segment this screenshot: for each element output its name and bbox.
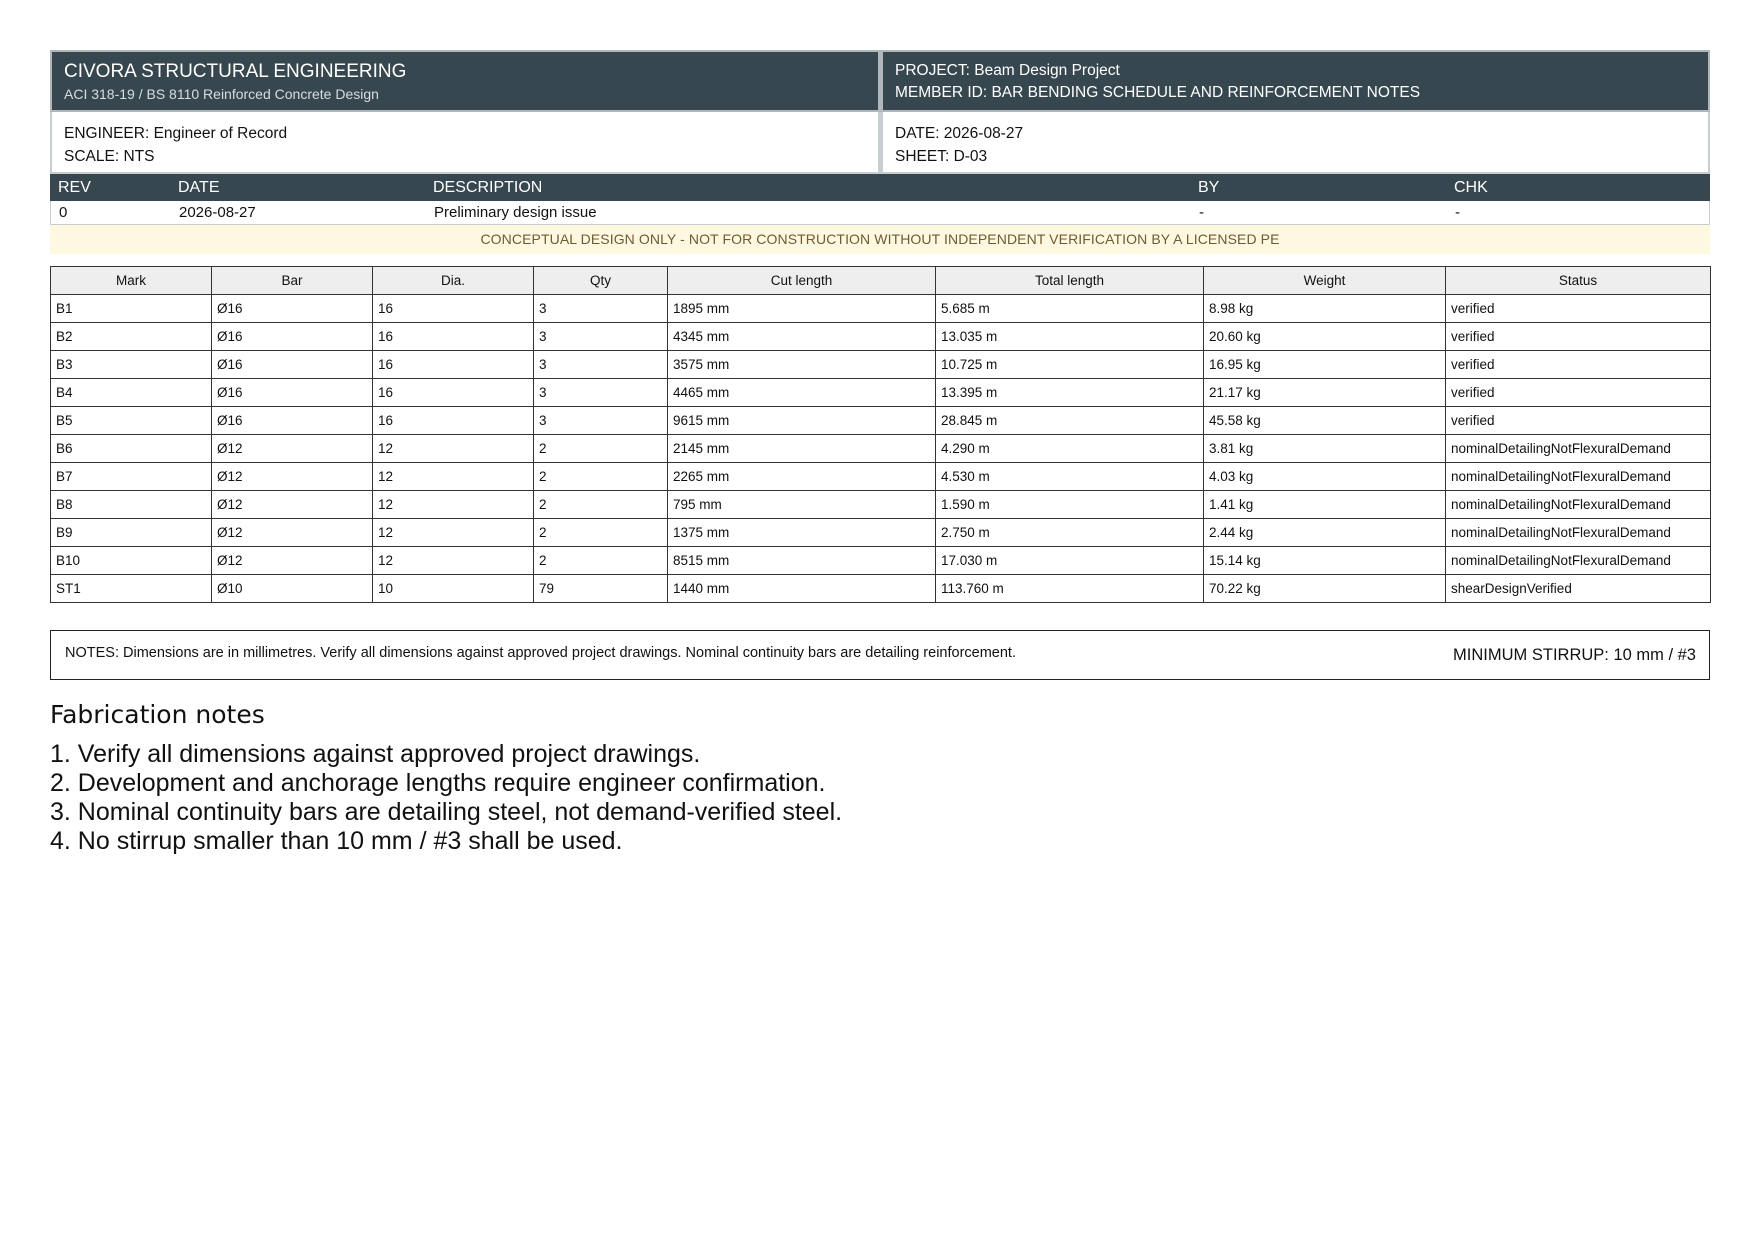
header-total-length: Total length: [936, 267, 1204, 295]
cell-dia: 12: [373, 435, 534, 463]
cell-qty: 3: [534, 351, 668, 379]
fabrication-note: 2. Development and anchorage lengths require engineer confirmation.: [50, 769, 826, 797]
cell-bar: Ø12: [212, 463, 373, 491]
revision-row: [50, 201, 1710, 225]
cell-mark: B5: [51, 407, 212, 435]
cell-total-length: 10.725 m: [936, 351, 1204, 379]
rev-cell-by: -: [1199, 204, 1204, 221]
revision-table-header: [50, 174, 1710, 201]
project-name: PROJECT: Beam Design Project: [895, 62, 1120, 79]
cell-qty: 2: [534, 491, 668, 519]
cell-mark: B7: [51, 463, 212, 491]
cell-qty: 2: [534, 463, 668, 491]
design-standards: ACI 318-19 / BS 8110 Reinforced Concrete Design: [64, 86, 379, 102]
cell-dia: 16: [373, 407, 534, 435]
cell-bar: Ø16: [212, 407, 373, 435]
header-dia: Dia.: [373, 267, 534, 295]
cell-weight: 3.81 kg: [1204, 435, 1446, 463]
cell-cut-length: 2145 mm: [668, 435, 936, 463]
cell-qty: 79: [534, 575, 668, 603]
cell-cut-length: 1440 mm: [668, 575, 936, 603]
cell-status: nominalDetailingNotFlexuralDemand: [1446, 463, 1711, 491]
cell-dia: 16: [373, 379, 534, 407]
cell-cut-length: 4465 mm: [668, 379, 936, 407]
cell-dia: 12: [373, 519, 534, 547]
header-mark: Mark: [51, 267, 212, 295]
cell-weight: 70.22 kg: [1204, 575, 1446, 603]
date-field: DATE: 2026-08-27: [895, 125, 1024, 142]
cell-bar: Ø16: [212, 323, 373, 351]
cell-bar: Ø10: [212, 575, 373, 603]
cell-qty: 3: [534, 323, 668, 351]
sheet-field: SHEET: D-03: [895, 148, 988, 165]
cell-status: shearDesignVerified: [1446, 575, 1711, 603]
cell-mark: B6: [51, 435, 212, 463]
table-row: [51, 407, 1711, 435]
title-block-header: [50, 50, 1710, 112]
rev-header-date: DATE: [178, 178, 220, 196]
rev-header-chk: CHK: [1454, 178, 1488, 196]
cell-status: verified: [1446, 407, 1711, 435]
cell-cut-length: 8515 mm: [668, 547, 936, 575]
bar-bending-schedule-table: [50, 266, 1711, 603]
cell-bar: Ø12: [212, 491, 373, 519]
table-row: [51, 295, 1711, 323]
cell-qty: 3: [534, 407, 668, 435]
table-row: [51, 379, 1711, 407]
fabrication-notes-list: [50, 740, 1710, 856]
cell-status: nominalDetailingNotFlexuralDemand: [1446, 547, 1711, 575]
cell-total-length: 2.750 m: [936, 519, 1204, 547]
table-row: [51, 547, 1711, 575]
header-qty: Qty: [534, 267, 668, 295]
cell-weight: 20.60 kg: [1204, 323, 1446, 351]
cell-dia: 12: [373, 463, 534, 491]
header-bar: Bar: [212, 267, 373, 295]
company-name: CIVORA STRUCTURAL ENGINEERING: [64, 61, 407, 82]
minimum-stirrup: MINIMUM STIRRUP: 10 mm / #3: [1453, 646, 1696, 664]
table-row: [51, 435, 1711, 463]
cell-qty: 2: [534, 519, 668, 547]
cell-bar: Ø16: [212, 379, 373, 407]
cell-bar: Ø12: [212, 547, 373, 575]
fabrication-note: 1. Verify all dimensions against approved project drawings.: [50, 740, 701, 768]
rev-cell-rev: 0: [59, 204, 68, 221]
cell-total-length: 13.395 m: [936, 379, 1204, 407]
cell-status: nominalDetailingNotFlexuralDemand: [1446, 519, 1711, 547]
cell-status: verified: [1446, 351, 1711, 379]
cell-mark: B9: [51, 519, 212, 547]
cell-cut-length: 9615 mm: [668, 407, 936, 435]
cell-qty: 3: [534, 295, 668, 323]
rev-cell-description: Preliminary design issue: [434, 204, 597, 221]
fabrication-note: 4. No stirrup smaller than 10 mm / #3 shall be used.: [50, 827, 623, 855]
cell-total-length: 4.290 m: [936, 435, 1204, 463]
cell-qty: 2: [534, 435, 668, 463]
cell-weight: 16.95 kg: [1204, 351, 1446, 379]
rev-header-by: BY: [1198, 178, 1220, 196]
cell-weight: 21.17 kg: [1204, 379, 1446, 407]
cell-qty: 2: [534, 547, 668, 575]
rev-header-rev: REV: [58, 178, 91, 196]
cell-dia: 12: [373, 491, 534, 519]
cell-status: verified: [1446, 379, 1711, 407]
cell-weight: 45.58 kg: [1204, 407, 1446, 435]
date-block: [880, 112, 1710, 174]
notes-box: [50, 630, 1710, 680]
cell-mark: B8: [51, 491, 212, 519]
cell-qty: 3: [534, 379, 668, 407]
cell-total-length: 113.760 m: [936, 575, 1204, 603]
cell-status: nominalDetailingNotFlexuralDemand: [1446, 435, 1711, 463]
cell-bar: Ø16: [212, 295, 373, 323]
member-id: MEMBER ID: BAR BENDING SCHEDULE AND REINFORCEMENT NOTES: [895, 84, 1421, 101]
cell-mark: B10: [51, 547, 212, 575]
disclaimer-banner: CONCEPTUAL DESIGN ONLY - NOT FOR CONSTRUCTION WITHOUT INDEPENDENT VERIFICATION BY A LICENSED PE: [50, 225, 1710, 254]
cell-cut-length: 3575 mm: [668, 351, 936, 379]
cell-status: verified: [1446, 323, 1711, 351]
rev-cell-chk: -: [1455, 204, 1460, 221]
cell-cut-length: 1375 mm: [668, 519, 936, 547]
cell-mark: B1: [51, 295, 212, 323]
title-block-info: [50, 112, 1710, 174]
cell-weight: 1.41 kg: [1204, 491, 1446, 519]
cell-total-length: 28.845 m: [936, 407, 1204, 435]
cell-weight: 15.14 kg: [1204, 547, 1446, 575]
table-row: [51, 351, 1711, 379]
header-weight: Weight: [1204, 267, 1446, 295]
table-row: [51, 491, 1711, 519]
schedule-body: [51, 295, 1711, 603]
scale-field: SCALE: NTS: [64, 148, 155, 165]
cell-weight: 4.03 kg: [1204, 463, 1446, 491]
cell-cut-length: 795 mm: [668, 491, 936, 519]
header-cut-length: Cut length: [668, 267, 936, 295]
cell-dia: 12: [373, 547, 534, 575]
cell-total-length: 13.035 m: [936, 323, 1204, 351]
cell-total-length: 5.685 m: [936, 295, 1204, 323]
cell-mark: B3: [51, 351, 212, 379]
cell-weight: 8.98 kg: [1204, 295, 1446, 323]
cell-bar: Ø12: [212, 519, 373, 547]
cell-cut-length: 2265 mm: [668, 463, 936, 491]
cell-dia: 10: [373, 575, 534, 603]
cell-total-length: 17.030 m: [936, 547, 1204, 575]
cell-cut-length: 4345 mm: [668, 323, 936, 351]
table-row: [51, 323, 1711, 351]
cell-mark: ST1: [51, 575, 212, 603]
cell-dia: 16: [373, 351, 534, 379]
table-row: [51, 463, 1711, 491]
cell-total-length: 1.590 m: [936, 491, 1204, 519]
fabrication-notes-title: Fabrication notes: [50, 700, 265, 729]
cell-mark: B4: [51, 379, 212, 407]
table-row: [51, 575, 1711, 603]
rev-cell-date: 2026-08-27: [179, 204, 256, 221]
cell-total-length: 4.530 m: [936, 463, 1204, 491]
header-status: Status: [1446, 267, 1711, 295]
cell-dia: 16: [373, 295, 534, 323]
cell-mark: B2: [51, 323, 212, 351]
cell-status: nominalDetailingNotFlexuralDemand: [1446, 491, 1711, 519]
rev-header-description: DESCRIPTION: [433, 178, 543, 196]
table-row: [51, 519, 1711, 547]
drawing-sheet: [50, 50, 1710, 856]
cell-bar: Ø12: [212, 435, 373, 463]
cell-cut-length: 1895 mm: [668, 295, 936, 323]
engineer-field: ENGINEER: Engineer of Record: [64, 125, 288, 142]
fabrication-note: 3. Nominal continuity bars are detailing steel, not demand-verified steel.: [50, 798, 843, 826]
schedule-header-row: [51, 267, 1711, 295]
cell-bar: Ø16: [212, 351, 373, 379]
engineer-block: [50, 112, 880, 174]
notes-text: NOTES: Dimensions are in millimetres. Verify all dimensions against approved project drawings. Nominal continuity bars are detailing reinforcement.: [65, 645, 1016, 661]
cell-status: verified: [1446, 295, 1711, 323]
cell-weight: 2.44 kg: [1204, 519, 1446, 547]
project-block: [880, 50, 1710, 112]
company-block: [50, 50, 880, 112]
cell-dia: 16: [373, 323, 534, 351]
